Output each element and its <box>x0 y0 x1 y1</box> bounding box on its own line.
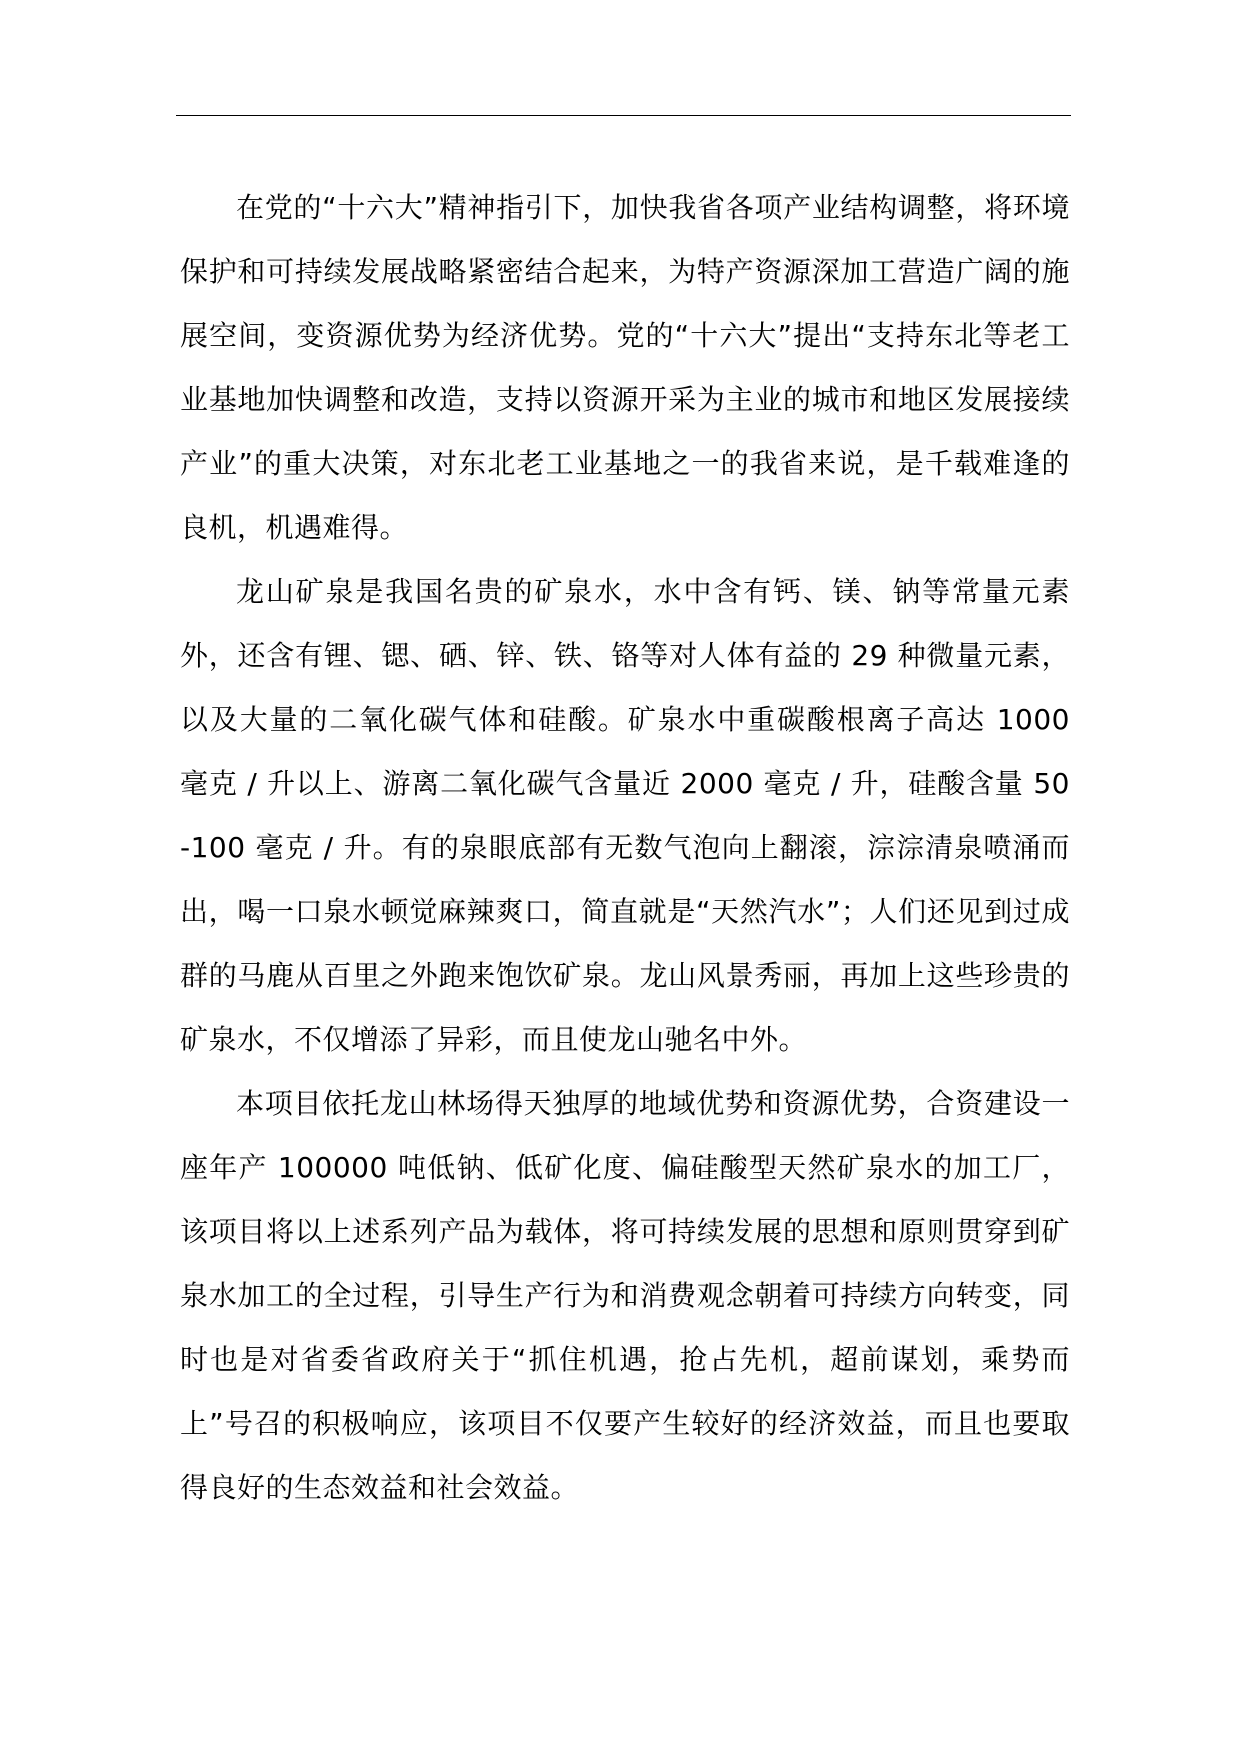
paragraph-project: 本项目依托龙山林场得天独厚的地域优势和资源优势，合资建设一座年产 100000 吨低钠、低矿化度、偏硅酸型天然矿泉水的加工厂，该项目将以上述系列产品为载体，将可持续发展的思想和原则贯穿到矿泉水加工的全过程，引导生产行为和消费观念朝着可持续方向转变，同时也是对省委省政府关于“抓住机遇，抢占先机，超前谋划，乘势而上”号召的积极响应，该项目不仅要产生较好的经济效益，而且也要取得良好的生态效益和社会效益。 <box>180 1087 1070 1504</box>
header-divider <box>176 115 1071 116</box>
paragraph-mineral-spring: 龙山矿泉是我国名贵的矿泉水，水中含有钙、镁、钠等常量元素外，还含有锂、锶、硒、锌、铁、铬等对人体有益的 29 种微量元素，以及大量的二氧化碳气体和硅酸。矿泉水中重碳酸根离子高达 1000 毫克 / 升以上、游离二氧化碳气含量近 2000 毫克 / 升，硅酸含量 50-100 毫克 / 升。有的泉眼底部有无数气泡向上翻滚，淙淙清泉喷涌而出，喝一口泉水顿觉麻辣爽口，简直就是“天然汽水”；人们还见到过成群的马鹿从百里之外跑来饱饮矿泉。龙山风景秀丽，再加上这些珍贵的矿泉水，不仅增添了异彩，而且使龙山驰名中外。 <box>180 575 1070 1056</box>
document-body <box>180 176 1070 1520</box>
paragraph-policy: 在党的“十六大”精神指引下，加快我省各项产业结构调整，将环境保护和可持续发展战略紧密结合起来，为特产资源深加工营造广阔的施展空间，变资源优势为经济优势。党的“十六大”提出“支持东北等老工业基地加快调整和改造，支持以资源开采为主业的城市和地区发展接续产业”的重大决策，对东北老工业基地之一的我省来说，是千载难逢的良机，机遇难得。 <box>180 191 1070 544</box>
